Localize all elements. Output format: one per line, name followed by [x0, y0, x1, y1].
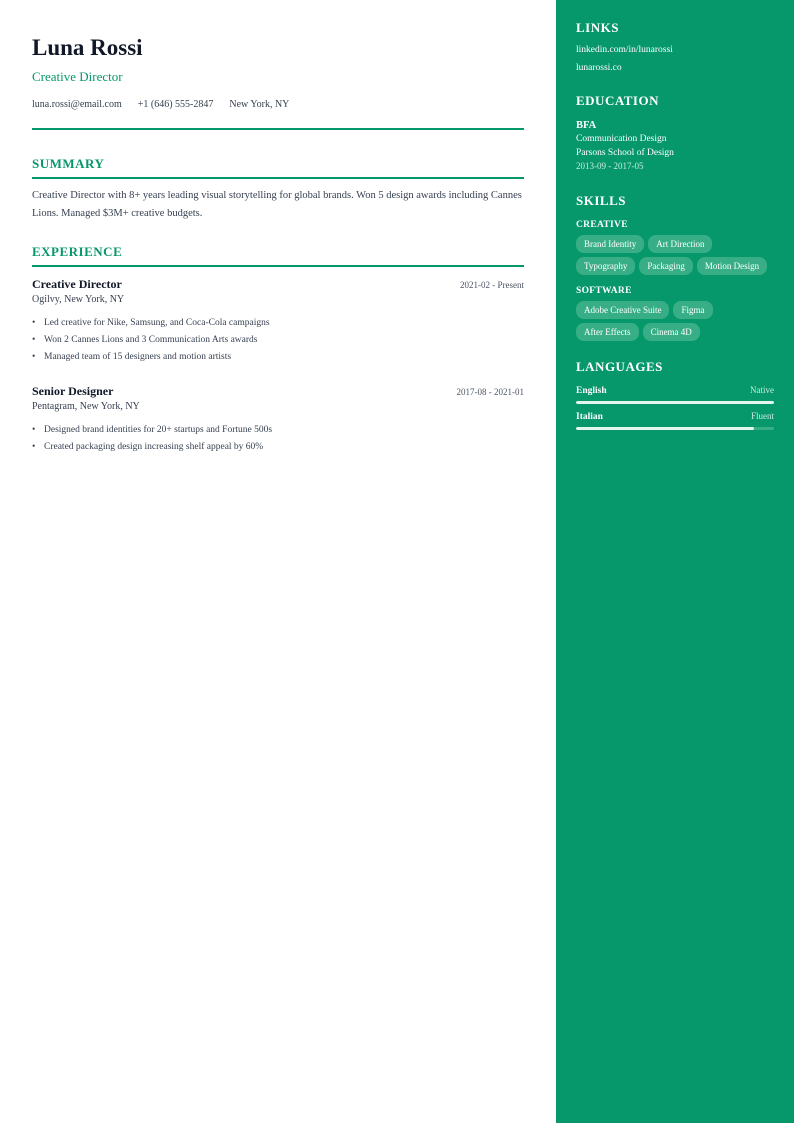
job-bullet: • Led creative for Nike, Samsung, and Coca-Cola campaigns [32, 315, 524, 332]
language-proficiency-bar [576, 401, 774, 404]
language-row [576, 411, 774, 423]
language-row [576, 385, 774, 397]
skill-chips [576, 235, 774, 275]
job-entry [32, 384, 524, 456]
job-title: Creative Director [32, 277, 122, 291]
experience-section [32, 244, 524, 456]
field-of-study: Communication Design [576, 134, 667, 144]
sidebar [556, 0, 794, 1123]
language-entry [576, 385, 774, 404]
job-bullet: • Created packaging design increasing shelf appeal by 60% [32, 439, 524, 456]
experience-heading: EXPERIENCE [32, 244, 123, 259]
job-entry [32, 277, 524, 366]
education-heading: EDUCATION [576, 93, 659, 108]
contact-info [32, 99, 524, 111]
candidate-name: Luna Rossi [32, 35, 143, 60]
language-level: Native [750, 385, 774, 395]
skill-chip: Figma [673, 301, 712, 319]
language-entry [576, 411, 774, 430]
skill-chip: Typography [576, 257, 635, 275]
job-company: Pentagram, New York, NY [32, 401, 140, 412]
skill-chip: Motion Design [697, 257, 767, 275]
skill-chips [576, 301, 774, 341]
skill-chip: After Effects [576, 323, 639, 341]
language-proficiency-bar [576, 427, 774, 430]
language-name: Italian [576, 412, 603, 422]
summary-section [32, 156, 524, 223]
skill-chip: Art Direction [648, 235, 712, 253]
education-dates: 2013-09 - 2017-05 [576, 161, 644, 171]
job-company: Ogilvy, New York, NY [32, 294, 125, 305]
email-text: luna.rossi@email.com [32, 99, 122, 110]
languages-heading: LANGUAGES [576, 359, 663, 374]
job-bullet: • Won 2 Cannes Lions and 3 Communication Arts awards [32, 332, 524, 349]
skill-chip: Adobe Creative Suite [576, 301, 669, 319]
job-title-headline: Creative Director [32, 69, 123, 84]
job-dates: 2017-08 - 2021-01 [456, 387, 524, 397]
language-proficiency-fill [576, 427, 754, 430]
job-dates: 2021-02 - Present [460, 280, 524, 290]
phone-text: +1 (646) 555-2847 [137, 99, 214, 110]
job-bullets [32, 315, 524, 366]
experience-divider [32, 265, 524, 267]
language-proficiency-fill [576, 401, 774, 404]
job-bullet: • Managed team of 15 designers and motion artists [32, 349, 524, 366]
degree-text: BFA [576, 120, 597, 131]
skills-section [576, 193, 774, 341]
linkedin-link[interactable]: linkedin.com/in/lunarossi [576, 45, 673, 55]
links-heading: LINKS [576, 20, 619, 35]
language-name: English [576, 386, 607, 396]
education-section [576, 93, 774, 173]
job-bullet: • Designed brand identities for 20+ startups and Fortune 500s [32, 422, 524, 439]
job-title: Senior Designer [32, 384, 114, 398]
skills-heading: SKILLS [576, 193, 626, 208]
skill-chip: Cinema 4D [643, 323, 700, 341]
skill-category-label: SOFTWARE [576, 286, 632, 296]
summary-divider [32, 177, 524, 179]
header-divider [32, 128, 524, 130]
school-name: Parsons School of Design [576, 148, 674, 158]
links-list [576, 44, 774, 74]
languages-section [576, 359, 774, 430]
language-level: Fluent [750, 411, 774, 421]
location-text: New York, NY [229, 99, 290, 110]
website-link[interactable]: lunarossi.co [576, 63, 622, 73]
summary-heading: SUMMARY [32, 156, 105, 171]
links-section [576, 20, 774, 74]
job-header [32, 277, 524, 292]
skill-chip: Brand Identity [576, 235, 644, 253]
job-bullets [32, 422, 524, 456]
summary-text: Creative Director with 8+ years leading visual storytelling for global brands. Won 5 design awards including Cannes Lions. Managed $3M+ creative budgets. [32, 190, 522, 219]
skill-chip: Packaging [639, 257, 693, 275]
job-header [32, 384, 524, 399]
skill-category-label: CREATIVE [576, 220, 628, 230]
